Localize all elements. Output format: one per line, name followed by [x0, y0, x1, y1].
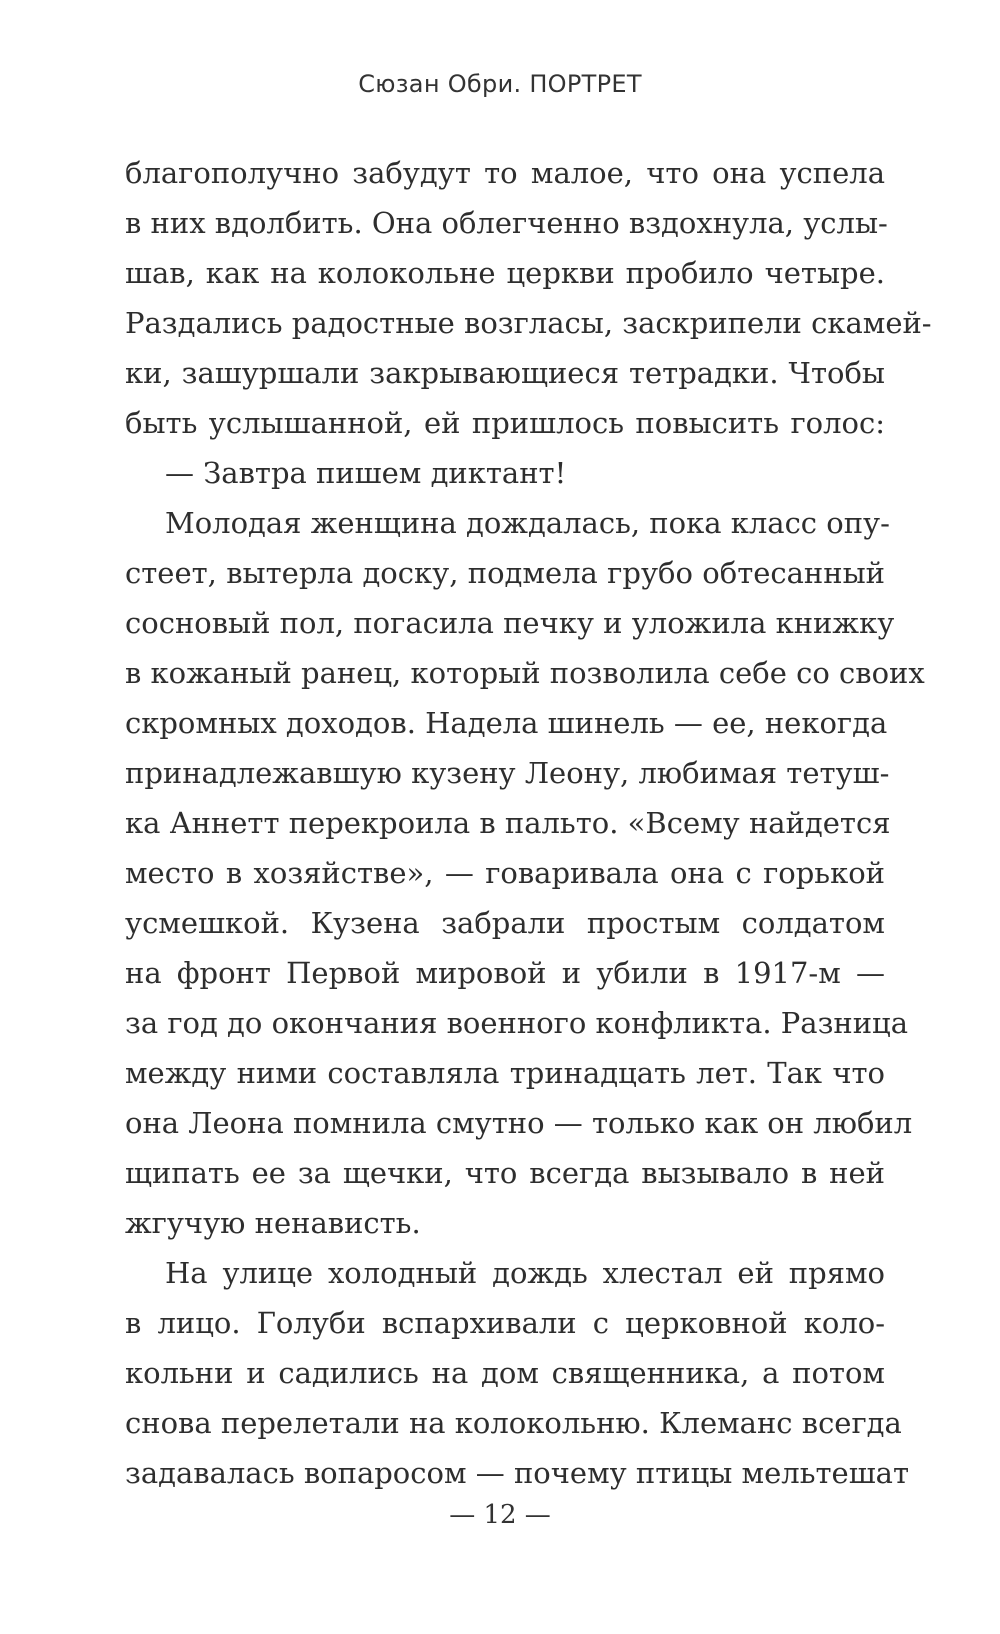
- text-line: Раздались радостные возгласы, заскрипели скамей-: [125, 306, 932, 340]
- text-line: скромных доходов. Надела шинель — ее, некогда: [125, 706, 888, 740]
- text-line: место в хозяйстве», — говаривала она с горькой: [125, 856, 885, 890]
- text-line: благополучно забудут то малое, что она успела: [125, 156, 885, 190]
- text-line: в них вдолбить. Она облегченно вздохнула, услы-: [125, 206, 888, 240]
- text-line: сосновый пол, погасила печку и уложила книжку: [125, 606, 895, 640]
- body-text: [125, 148, 932, 1498]
- text-line: задавалась вопаросом — почему птицы мельтешат: [125, 1456, 909, 1490]
- text-line: стеет, вытерла доску, подмела грубо обтесанный: [125, 556, 885, 590]
- text-line: между ними составляла тринадцать лет. Так что: [125, 1056, 885, 1090]
- text-line: ка Аннетт перекроила в пальто. «Всему найдется: [125, 806, 891, 840]
- text-line: в кожаный ранец, который позволила себе со своих: [125, 656, 925, 690]
- text-line: Молодая женщина дождалась, пока класс опу-: [165, 506, 890, 540]
- text-line: кольни и садились на дом священника, а потом: [125, 1356, 885, 1390]
- text-line: шав, как на колокольне церкви пробило четыре.: [125, 256, 885, 290]
- text-line: щипать ее за щечки, что всегда вызывало в ней: [125, 1156, 885, 1190]
- dialogue-line: — Завтра пишем диктант!: [165, 456, 567, 490]
- text-line: снова перелетали на колокольню. Клеманс всегда: [125, 1406, 902, 1440]
- text-line: На улице холодный дождь хлестал ей прямо: [165, 1256, 885, 1290]
- text-line: жгучую ненависть.: [125, 1206, 421, 1240]
- text-line: за год до окончания военного конфликта. Разница: [125, 1006, 908, 1040]
- page-number: — 12 —: [449, 1500, 551, 1530]
- text-line: ки, зашуршали закрывающиеся тетрадки. Чтобы: [125, 356, 885, 390]
- text-line: на фронт Первой мировой и убили в 1917-м —: [125, 956, 885, 990]
- running-head: Сюзан Обри. ПОРТРЕТ: [358, 70, 642, 98]
- text-line: быть услышанной, ей пришлось повысить голос:: [125, 406, 885, 440]
- text-line: усмешкой. Кузена забрали простым солдатом: [125, 906, 885, 940]
- text-line: она Леона помнила смутно — только как он любил: [125, 1106, 913, 1140]
- text-line: принадлежавшую кузену Леону, любимая тетуш-: [125, 756, 890, 790]
- text-line: в лицо. Голуби вспархивали с церковной коло-: [125, 1306, 885, 1340]
